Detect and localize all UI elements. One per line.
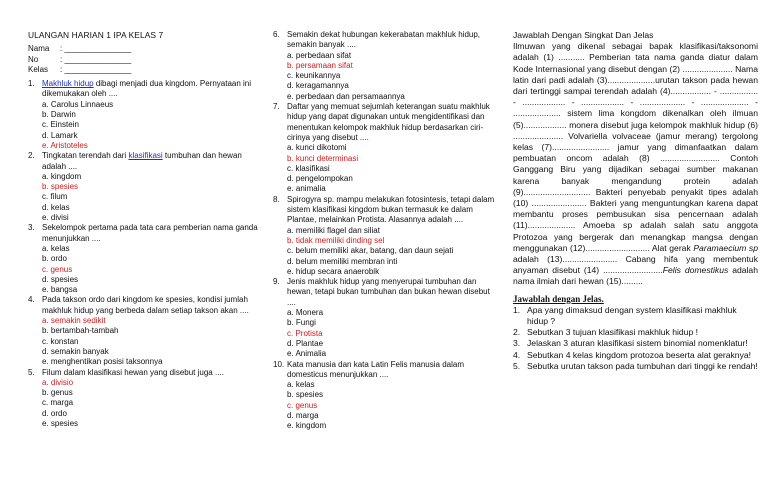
option: a. perbedaan sifat xyxy=(287,50,352,60)
option: e. menghentikan posisi taksonnya xyxy=(42,357,163,367)
option: b. spesies xyxy=(287,390,324,400)
question-5: 5. Filum dalam klasifikasi hewan yang disebut juga .... xyxy=(28,367,224,377)
option: c. klasifikasi xyxy=(287,163,330,173)
option: e. bangsa xyxy=(42,285,78,295)
option: d. kelas xyxy=(42,202,70,212)
option: e. perbedaan dan persamaannya xyxy=(287,91,405,101)
essay-title: Jawablah dengan Jelas. xyxy=(513,293,604,304)
option: a. kunci dikotomi xyxy=(287,143,347,153)
option: b. genus xyxy=(42,388,73,398)
answer-option: c. genus xyxy=(42,264,73,274)
answer-option: b. kunci determinasi xyxy=(287,153,359,163)
option: a. Monera xyxy=(287,308,324,318)
option: a. Carolus Linnaeus xyxy=(42,99,114,109)
makhluk-hidup-link[interactable]: Makhluk hidup xyxy=(42,79,94,89)
essay-item: 1. Apa yang dimaksud dengan system klasifikasi makhluk hidup ? xyxy=(513,304,737,327)
option: d. ordo xyxy=(42,408,67,418)
answer-option: c. Protista xyxy=(287,328,323,338)
answer-option: e. Aristoteles xyxy=(42,140,88,150)
answer-option: a. divisio xyxy=(42,377,74,387)
class-field: Kelas : _______________ xyxy=(28,64,132,74)
question-6: 6. Semakin dekat hubungan kekerabatan makhluk hidup, semakin banyak .... xyxy=(273,30,481,50)
option: c. filum xyxy=(42,192,68,202)
option: a. kelas xyxy=(42,243,70,253)
fill-in-paragraph: Ilmuwan yang dikenal sebagai bapak klasifikasi/taksonomi adalah (1) ........... Pemberian tata nama ganda diatur dalam Kode Internasional yang disebut dengan (2) ..................... Nama latin dari padi adalah (3)....................urutan takson pada hewan dari tertinggi sampai terendah adalah (4)................. - ................ - .................. - .................. - ................... - .................... - .................... sistem lima kongdom dikenalkan oleh ilmuan (5).................. monera disebut juga kelompok makhluk hidup (6) ..................... Volvariella volvaceae (jamur merang) tergolong kelas (7)........................ jamur yang dimanfaatkan dalam pembuatan oncom adalah (8) ......................... Contoh Ganggang Biru yang dijadikan sebagai sumber makanan karena banyak mengandung protein adalah (9)............................ Bakteri penyebab penyakit tipes adalah (10) ....................... Bakteri yang menguntungkan karena dapat membantu proses pembusukan sisa pencernaan adalah (11).................... Amoeba sp adalah salah satu anggota Protozoa yang bergerak dan menangkap mangsa dengan menggunakan (12)........................... Alat gerak Paramaecium sp adalah (13)....................... Cabang hifa yang membentuk anyaman disebut (14) .........................Felis domestikus adalah nama ilmiah dari hewan (15)......... xyxy=(513,41,758,287)
option: e. hidup secara anaerobik xyxy=(287,266,380,276)
fill-in-title: Jawablah Dengan Singkat Dan Jelas xyxy=(513,30,654,40)
exam-title: ULANGAN HARIAN 1 IPA KELAS 7 xyxy=(28,30,164,40)
option: c. marga xyxy=(42,398,74,408)
essay-item: 2. Sebutkan 3 tujuan klasifikasi makhluk hidup ! xyxy=(513,327,699,338)
option: d. spesies xyxy=(42,274,79,284)
essay-item: 3. Jelaskan 3 aturan klasifikasi sistem binomial nomenklatur! xyxy=(513,338,748,349)
option: d. belum memiliki membran inti xyxy=(287,256,398,266)
answer-option: b. tidak memiliki dinding sel xyxy=(287,235,385,245)
essay-item: 4. Sebutkan 4 kelas kingdom protozoa beserta alat geraknya! xyxy=(513,349,752,360)
option: d. keragamannya xyxy=(287,81,349,91)
option: b. Fungi xyxy=(287,318,316,328)
question-4: 4. Pada takson ordo dari kingdom ke spesies, kondisi jumlah makhluk hidup yang berbeda dalam setiap takson akan .... xyxy=(28,295,249,315)
name-field: Nama : _______________ xyxy=(28,44,132,54)
option: a. kingdom xyxy=(42,171,82,181)
option: e. spesies xyxy=(42,418,79,428)
option: a. memiliki flagel dan siliat xyxy=(287,225,380,235)
answer-option: c. genus xyxy=(287,400,318,410)
essay-item: 5. Sebutka urutan takson pada tumbuhan dari tinggi ke rendah! xyxy=(513,360,758,371)
column-3 xyxy=(513,30,758,372)
option: e. animalia xyxy=(287,184,326,194)
question-2: 2. Tingkatan terendah dari klasifikasi tumbuhan dan hewan adalah .... xyxy=(28,151,242,171)
option: b. ordo xyxy=(42,254,67,264)
option: c. Einstein xyxy=(42,120,79,130)
question-1: 1. Makhluk hidup dibagi menjadi dua kingdom. Pernyataan ini dikemukakan oleh .... xyxy=(28,79,252,99)
answer-option: b. persamaan sifat xyxy=(287,60,353,70)
option: b. Darwin xyxy=(42,110,76,120)
answer-option: a. semakin sedikit xyxy=(42,316,106,326)
option: c. belum memiliki akar, batang, dan daun sejati xyxy=(287,246,454,256)
answer-option: b. spesies xyxy=(42,182,79,192)
klasifikasi-link[interactable]: klasifikasi xyxy=(128,151,163,161)
column-2 xyxy=(273,30,495,432)
option: c. keunikannya xyxy=(287,71,341,81)
option: e. Animalia xyxy=(287,349,327,359)
option: e. kingdom xyxy=(287,421,327,431)
option: d. semakin banyak xyxy=(42,346,109,356)
question-10: 10. Kata manusia dan kata Latin Felis manusia dalam domesticus menunjukkan .... xyxy=(273,359,464,379)
option: d. marga xyxy=(287,410,319,420)
option: e. divisi xyxy=(42,213,69,223)
option: b. bertambah-tambah xyxy=(42,326,119,336)
option: c. konstan xyxy=(42,336,79,346)
column-1 xyxy=(28,30,260,429)
option: d. Lamark xyxy=(42,130,78,140)
number-field: No : _______________ xyxy=(28,54,132,64)
question-3: 3. Sekelompok pertama pada tata cara pemberian nama ganda menunjukkan .... xyxy=(28,223,258,243)
question-7: 7. Daftar yang memuat sejumlah keterangan suatu makhluk hidup yang dapat digunakan untuk mengidentifikasi dan menentukan kelompok makhluk hidup berdasarkan ciri-cirinya yang disebut .... xyxy=(273,102,490,142)
question-8: 8. Spirogyra sp. mampu melakukan fotosintesis, tetapi dalam sistem klasifikasi kingdom bukan termasuk ke dalam Plantae, melainkan Protista. Alasannya adalah .... xyxy=(273,194,495,225)
option: d. Plantae xyxy=(287,338,324,348)
question-9: 9. Jenis makhluk hidup yang menyerupai tumbuhan dan hewan, tetapi bukan tumbuhan dan bukan hewan disebut .... xyxy=(273,277,490,307)
option: d. pengelompokan xyxy=(287,174,353,184)
option: a. kelas xyxy=(287,380,315,390)
